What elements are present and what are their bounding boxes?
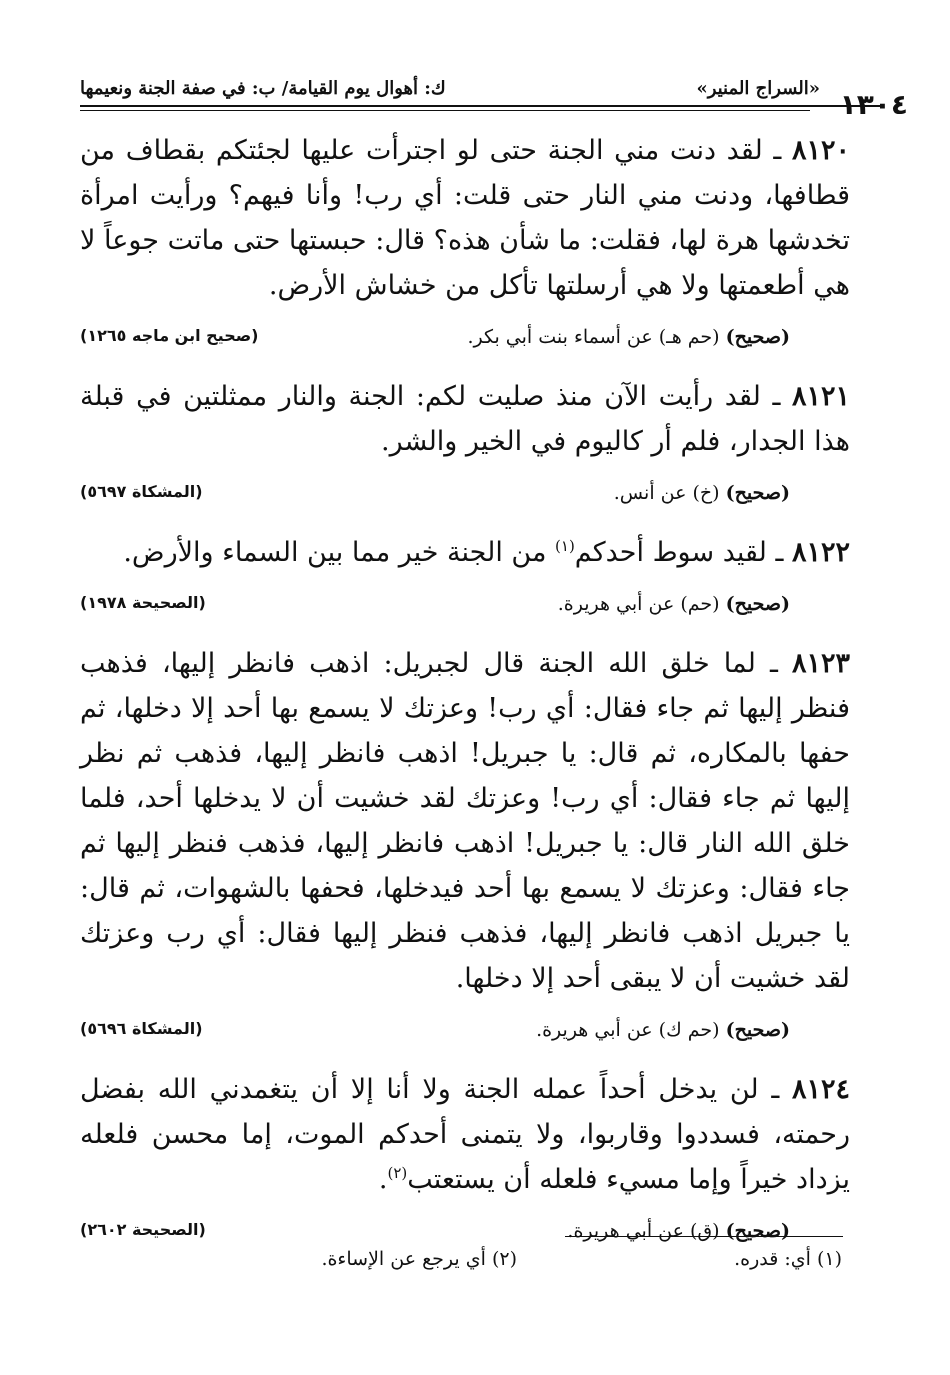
hadith-reference: (المشكاة ٥٦٩٦) [80,1019,203,1038]
hadith-body: ـ لما خلق الله الجنة قال لجبريل: اذهب فانظر إليها، فذهب فنظر إليها ثم جاء فقال: أي رب! وعزتك لا يسمع بها أحد إلا دخلها، ثم حفها بالمكاره، ثم قال: يا جبريل! اذهب فانظر إليها، فذهب ثم نظر إليها ثم جاء فقال: أي رب! وعزتك لقد خشيت أن لا يدخلها أحد، فلما خلق الله النار قال: يا جبريل! اذهب فانظر إليها، فذهب فنظر إليها ثم جاء فقال: وعزتك لا يسمع بها أحد فيدخلها، فحفها بالشهوات، ثم قال: يا جبريل اذهب فانظر إليها، فذهب فنظر إليها فقال: أي رب وعزتك لقد خشيت أن لا يبقى أحد إلا دخلها. [80,648,850,994]
hadith-grade-source [536,1019,790,1041]
hadith-body-end: من الجنة خير مما بين السماء والأرض. [123,537,556,568]
hadith-8123 [80,641,850,1055]
hadith-source-line [80,593,850,629]
hadith-text [80,1067,850,1202]
hadith-grade-source [614,482,790,504]
footnotes [80,1248,842,1288]
hadith-source: (حم ك) عن أبي هريرة. [536,1019,726,1041]
footnote-text: أي: قدره. [734,1248,817,1270]
hadith-source-line [80,482,850,518]
hadith-text [80,374,850,464]
hadith-source-line [80,326,850,362]
running-header [80,58,908,121]
hadith-grade: (صحيح) [725,1220,790,1242]
hadith-number: ٨١٢٤ [791,1074,850,1105]
hadith-8122 [80,530,850,629]
hadith-body-start: ـ لن يدخل أحداً عمله الجنة ولا أنا إلا أن يتغمدني الله بفضل رحمته، فسددوا وقاربوا، ولا يتمنى أحدكم الموت، إما محسن فلعله يزداد خيراً وإما مسيء فلعله أن يستعتب [80,1074,850,1195]
hadith-8121 [80,374,850,518]
hadith-reference: (الصحيحة ١٩٧٨) [80,593,206,612]
footnote-1 [734,1248,842,1270]
hadith-number: ٨١٢٠ [791,135,850,166]
hadith-8124 [80,1067,850,1256]
footnote-marker[interactable]: (١) [555,537,575,555]
hadith-number: ٨١٢١ [791,381,850,412]
header-rule [80,105,880,107]
hadith-grade-source [558,593,790,615]
footnote-text: أي يرجع عن الإساءة. [321,1248,492,1270]
hadith-grade-source [467,326,790,348]
hadith-grade: (صحيح) [725,326,790,348]
hadith-source-line [80,1019,850,1055]
footnote-2 [321,1248,517,1270]
hadith-8120 [80,128,850,362]
hadith-body-end: . [378,1164,388,1195]
hadith-grade: (صحيح) [725,1019,790,1041]
book-title: «السراج المنير» [696,78,820,99]
hadith-source: (حم) عن أبي هريرة. [557,593,726,615]
hadith-body: ـ لقد دنت مني الجنة حتى لو اجترأت عليها لجئتكم بقطاف من قطافها، ودنت مني النار حتى قلت: أي رب! وأنا فيهم؟ ورأيت امرأة تخدشها هرة لها، فقلت: ما شأن هذه؟ قال: حبستها حتى ماتت جوعاً لا هي أطعمتها ولا هي أرسلتها تأكل من خشاش الأرض. [80,135,850,301]
hadith-list [80,128,850,1268]
hadith-source: (خ) عن أنس. [613,482,726,504]
footnote-rule [565,1236,843,1237]
header-rule-thin [80,110,810,111]
hadith-body-start: ـ لقيد سوط أحدكم [574,537,792,568]
hadith-grade: (صحيح) [725,593,790,615]
hadith-number: ٨١٢٢ [791,537,850,568]
hadith-text [80,530,850,575]
hadith-reference: (المشكاة ٥٦٩٧) [80,482,203,501]
hadith-reference: (الصحيحة ٢٦٠٢) [80,1220,206,1239]
hadith-reference: (صحيح ابن ماجه ١٢٦٥) [80,326,259,345]
hadith-source: (ق) عن أبي هريرة. [567,1220,726,1242]
hadith-body: ـ لقد رأيت الآن منذ صليت لكم: الجنة والنار ممثلتين في قبلة هذا الجدار، فلم أر كاليوم في الخير والشر. [80,381,850,457]
footnote-mark: (١) [816,1248,842,1270]
footnote-mark: (٢) [491,1248,517,1270]
hadith-text [80,128,850,308]
page-number: ١٣٠٤ [839,88,908,121]
chapter-title: ك: أهوال يوم القيامة/ ب: في صفة الجنة ونعيمها [80,78,446,99]
hadith-text [80,641,850,1001]
hadith-grade-source [567,1220,790,1242]
hadith-source: (حم هـ) عن أسماء بنت أبي بكر. [467,326,726,348]
footnote-marker[interactable]: (٢) [387,1164,408,1182]
hadith-number: ٨١٢٣ [791,648,850,679]
hadith-grade: (صحيح) [725,482,790,504]
